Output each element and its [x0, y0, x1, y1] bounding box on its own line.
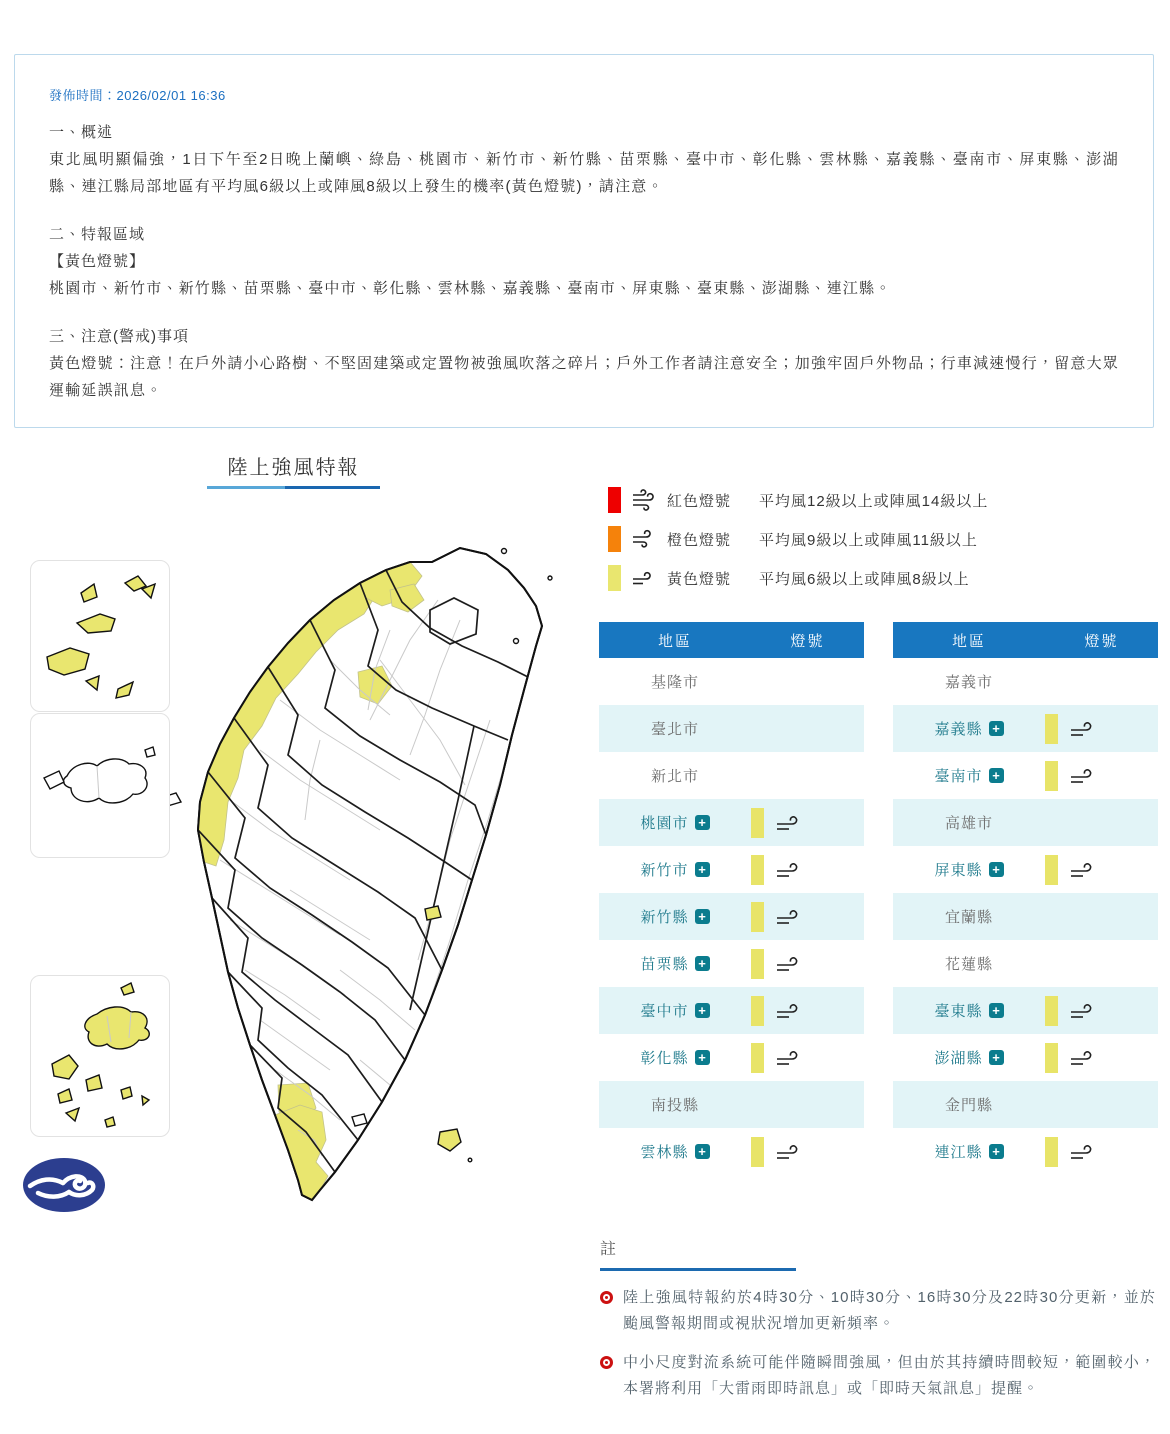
notes-underline: [600, 1268, 796, 1271]
yellow-signal-bar: [1045, 855, 1058, 885]
table-row: [893, 658, 1158, 705]
wind-light-icon: [774, 1046, 804, 1070]
section1-body: 東北風明顯偏強，1日下午至2日晚上蘭嶼、綠島、桃園市、新竹市、新竹縣、苗栗縣、臺中市、彰化縣、雲林縣、嘉義縣、臺南市、屏東縣、澎湖縣、連江縣局部地區有平均風6級以上或陣風8級以上發生的機率(黃色燈號)，請注意。: [49, 151, 1119, 195]
expand-plus-icon[interactable]: +: [695, 1050, 710, 1065]
region-label[interactable]: 嘉義縣: [934, 721, 983, 738]
advisory-info-box: [14, 54, 1154, 428]
offshore-islet: [548, 576, 552, 580]
wind-light-icon: [1068, 1140, 1098, 1164]
legend-label: 黃色燈號: [667, 570, 732, 588]
legend-desc: 平均風6級以上或陣風8級以上: [759, 570, 970, 588]
wind-light-icon: [774, 905, 804, 929]
legend-row-red: [608, 486, 1068, 514]
matsu-islands: [47, 576, 155, 698]
table-header: [599, 622, 864, 658]
notes-section: [600, 1236, 1156, 1415]
kinmen-island: [44, 747, 155, 803]
region-label: 臺北市: [650, 721, 699, 738]
expand-plus-icon[interactable]: +: [695, 909, 710, 924]
table-row: [893, 1128, 1158, 1175]
taiwan-island-outline: [198, 548, 542, 1200]
region-label: 嘉義市: [944, 674, 993, 691]
table-row: [893, 987, 1158, 1034]
note-text: 陸上強風特報約於4時30分、10時30分、16時30分及22時30分更新，並於颱風警報期間或視狀況增加更新頻率。: [623, 1289, 1156, 1332]
table-header: [893, 622, 1158, 658]
wind-light-icon: [774, 811, 804, 835]
region-label: 宜蘭縣: [944, 909, 993, 926]
yellow-signal-bar: [1045, 1137, 1058, 1167]
region-label[interactable]: 雲林縣: [640, 1144, 689, 1161]
map-title: [207, 451, 380, 489]
region-label[interactable]: 臺中市: [640, 1003, 689, 1020]
title-underline: [207, 486, 380, 489]
expand-plus-icon[interactable]: +: [695, 1003, 710, 1018]
table-row: [893, 893, 1158, 940]
map-title-text: 陸上強風特報: [227, 457, 360, 479]
wind-light-icon: [774, 1140, 804, 1164]
yellow-signal-bar: [1045, 996, 1058, 1026]
yellow-signal-bar: [751, 808, 764, 838]
legend-label: 橙色燈號: [667, 531, 732, 549]
wind-medium-icon: [631, 528, 661, 550]
legend-desc: 平均風12級以上或陣風14級以上: [759, 492, 989, 510]
expand-plus-icon[interactable]: +: [695, 956, 710, 971]
cwb-logo: [22, 1156, 106, 1214]
region-label: 基隆市: [650, 674, 699, 691]
offshore-islet: [502, 549, 507, 554]
section2-subtitle: 【黃色燈號】: [49, 253, 146, 270]
legend-desc: 平均風9級以上或陣風11級以上: [759, 531, 978, 549]
yellow-signal-bar: [751, 1043, 764, 1073]
green-island: [425, 906, 441, 920]
expand-plus-icon[interactable]: +: [989, 1050, 1004, 1065]
table-row: [893, 1081, 1158, 1128]
region-label[interactable]: 連江縣: [934, 1144, 983, 1161]
table-row: [599, 940, 864, 987]
penghu-inset-map: [30, 975, 170, 1137]
table-row: [893, 846, 1158, 893]
legend-label: 紅色燈號: [667, 492, 732, 510]
header-signal: 燈號: [1084, 632, 1119, 650]
table-row: [893, 705, 1158, 752]
wind-light-icon: [1068, 717, 1098, 741]
region-label[interactable]: 桃園市: [640, 815, 689, 832]
wind-light-icon: [774, 952, 804, 976]
section2-title: 二、特報區域: [49, 226, 146, 243]
region-label[interactable]: 新竹縣: [640, 909, 689, 926]
islet-dot: [468, 1158, 472, 1162]
note-text: 中小尺度對流系統可能伴隨瞬間強風，但由於其持續時間較短，範圍較小，本署將利用「大雷雨即時訊息」或「即時天氣訊息」提醒。: [623, 1354, 1156, 1397]
region-label[interactable]: 臺南市: [934, 768, 983, 785]
yellow-signal-bar: [751, 996, 764, 1026]
region-label[interactable]: 苗栗縣: [640, 956, 689, 973]
table-row: [599, 987, 864, 1034]
keelung-islet: [514, 639, 519, 644]
wind-light-icon: [631, 567, 661, 589]
region-label[interactable]: 新竹市: [640, 862, 689, 879]
yellow-signal-bar: [751, 1137, 764, 1167]
region-label: 南投縣: [650, 1097, 699, 1114]
wind-light-icon: [1068, 764, 1098, 788]
note-item: [600, 1285, 1156, 1337]
orange-signal-chip: [608, 526, 621, 552]
yellow-signal-bar: [1045, 761, 1058, 791]
orchid-island: [438, 1129, 461, 1151]
expand-plus-icon[interactable]: +: [695, 862, 710, 877]
yellow-signal-bar: [751, 855, 764, 885]
yellow-signal-bar: [1045, 714, 1058, 744]
region-label[interactable]: 屏東縣: [934, 862, 983, 879]
table-row: [893, 1034, 1158, 1081]
legend-row-orange: [608, 525, 1068, 553]
table-row: [599, 1081, 864, 1128]
table-row: [599, 752, 864, 799]
expand-plus-icon[interactable]: +: [989, 721, 1004, 736]
red-signal-chip: [608, 487, 621, 513]
section1-title: 一、概述: [49, 124, 114, 141]
kinmen-inset-map: [30, 713, 170, 858]
table-row: [599, 893, 864, 940]
bullet-icon: [600, 1291, 613, 1304]
wind-light-icon: [1068, 858, 1098, 882]
liuqiu-islet: [352, 1114, 367, 1126]
table-row: [599, 799, 864, 846]
penghu-islands: [52, 983, 149, 1127]
yellow-signal-chip: [608, 565, 621, 591]
table-row: [893, 799, 1158, 846]
region-label[interactable]: 臺東縣: [934, 1003, 983, 1020]
expand-plus-icon[interactable]: +: [989, 862, 1004, 877]
table-row: [893, 752, 1158, 799]
table-row: [599, 705, 864, 752]
expand-plus-icon[interactable]: +: [989, 1003, 1004, 1018]
region-label: 花蓮縣: [944, 956, 993, 973]
section3-body: 黃色燈號：注意！在戶外請小心路樹、不堅固建築或定置物被強風吹落之碎片；戶外工作者請注意安全；加強牢固戶外物品；行車減速慢行，留意大眾運輸延誤訊息。: [49, 355, 1119, 399]
wind-light-icon: [1068, 999, 1098, 1023]
region-label: 新北市: [650, 768, 699, 785]
region-label[interactable]: 彰化縣: [640, 1050, 689, 1067]
header-region: 地區: [657, 632, 692, 650]
table-row: [599, 1034, 864, 1081]
publish-time: 發佈時間：2026/02/01 16:36: [49, 88, 226, 103]
bullet-icon: [600, 1356, 613, 1369]
notes-title: 註: [600, 1241, 618, 1258]
table-row: [599, 1128, 864, 1175]
section2-body: 桃園市、新竹市、新竹縣、苗栗縣、臺中市、彰化縣、雲林縣、嘉義縣、臺南市、屏東縣、臺東縣、澎湖縣、連江縣。: [49, 280, 892, 297]
region-label[interactable]: 澎湖縣: [934, 1050, 983, 1067]
header-signal: 燈號: [790, 632, 825, 650]
yellow-signal-bar: [751, 949, 764, 979]
table-row: [893, 940, 1158, 987]
table-row: [599, 846, 864, 893]
matsu-inset-map: [30, 560, 170, 712]
signal-legend: [608, 486, 1068, 603]
note-item: [600, 1350, 1156, 1402]
legend-row-yellow: [608, 564, 1068, 592]
expand-plus-icon[interactable]: +: [695, 1144, 710, 1159]
wind-light-icon: [774, 999, 804, 1023]
wind-light-icon: [1068, 1046, 1098, 1070]
section3-title: 三、注意(警戒)事項: [49, 328, 189, 345]
table-row: [599, 658, 864, 705]
wind-strong-icon: [631, 489, 661, 511]
region-label: 金門縣: [944, 1097, 993, 1114]
expand-plus-icon[interactable]: +: [695, 815, 710, 830]
region-signal-table-right: [893, 622, 1158, 1175]
expand-plus-icon[interactable]: +: [989, 1144, 1004, 1159]
region-label: 高雄市: [944, 815, 993, 832]
expand-plus-icon[interactable]: +: [989, 768, 1004, 783]
region-signal-table-left: [599, 622, 864, 1175]
yellow-signal-bar: [751, 902, 764, 932]
wind-light-icon: [774, 858, 804, 882]
yellow-signal-bar: [1045, 1043, 1058, 1073]
header-region: 地區: [951, 632, 986, 650]
